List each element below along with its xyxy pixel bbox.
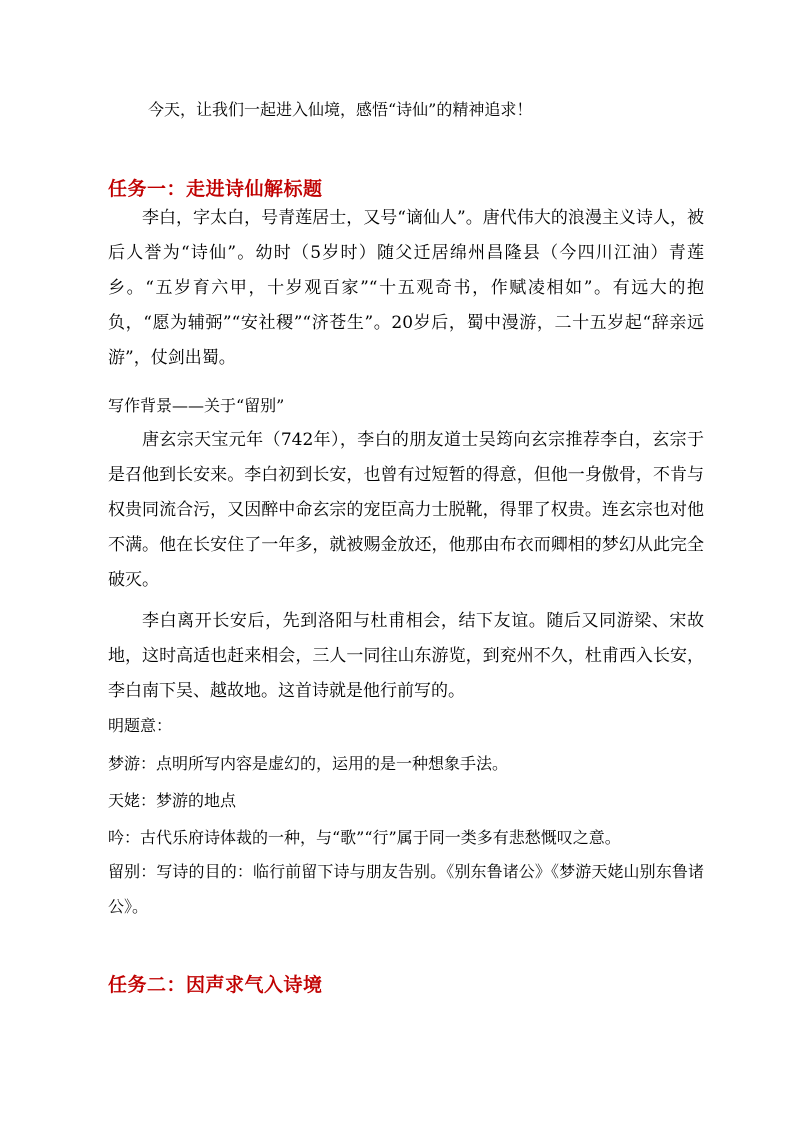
intro-sentence: 今天，让我们一起进入仙境，感悟“诗仙”的精神追求！ — [148, 100, 533, 119]
bio-paragraph: 李白，字太白，号青莲居士，又号“谪仙人”。唐代伟大的浪漫主义诗人，被后人誉为“诗仙”。幼时（5岁时）随父迁居绵州昌隆县（今四川江油）青莲乡。“五岁育六甲，十岁观百家”“十五观奇书，作赋凌相如”。有远大的抱负，“愿为辅弼”“安社稷”“济苍生”。20岁后，蜀中漫游，二十五岁起“辞亲远游”，仗剑出蜀。 — [108, 208, 704, 368]
task1-heading: 任务一：走进诗仙解标题 — [108, 178, 323, 200]
background-paragraph-2: 李白离开长安后，先到洛阳与杜甫相会，结下友谊。随后又同游梁、宋故地，这时高适也赶来相会，三人一同往山东游览，到兖州不久，杜甫西入长安，李白南下吴、越故地。这首诗就是他行前写的。 — [108, 611, 704, 701]
meaning-item-yin: 吟：古代乐府诗体裁的一种，与“歌”“行”属于同一类多有悲愁慨叹之意。 — [108, 828, 621, 847]
background-label — [108, 388, 284, 423]
meaning-item-liubie: 留别：写诗的目的：临行前留下诗与朋友告别。《别东鲁诸公》《梦游天姥山别东鲁诸公》。 — [108, 862, 704, 916]
meaning-item-mengyou: 梦游：点明所写内容是虚幻的，运用的是一种想象手法。 — [108, 754, 509, 773]
background-paragraph-1: 唐玄宗天宝元年（742年），李白的朋友道士吴筠向玄宗推荐李白，玄宗于是召他到长安来。李白初到长安，也曾有过短暂的得意，但他一身傲骨，不肯与权贵同流合污，又因醉中命玄宗的宠臣高力士脱靴，得罪了权贵。连玄宗也对他不满。他在长安住了一年多，就被赐金放还，他那由布衣而卿相的梦幻从此完全破灭。 — [108, 430, 704, 590]
meaning-label: 明题意： — [108, 716, 173, 735]
task2-heading: 任务二：因声求气入诗境 — [108, 974, 323, 996]
meaning-item-tianmu: 天姥：梦游的地点 — [108, 791, 237, 810]
background-label-text: 写作背景——关于“留别” — [108, 396, 285, 415]
